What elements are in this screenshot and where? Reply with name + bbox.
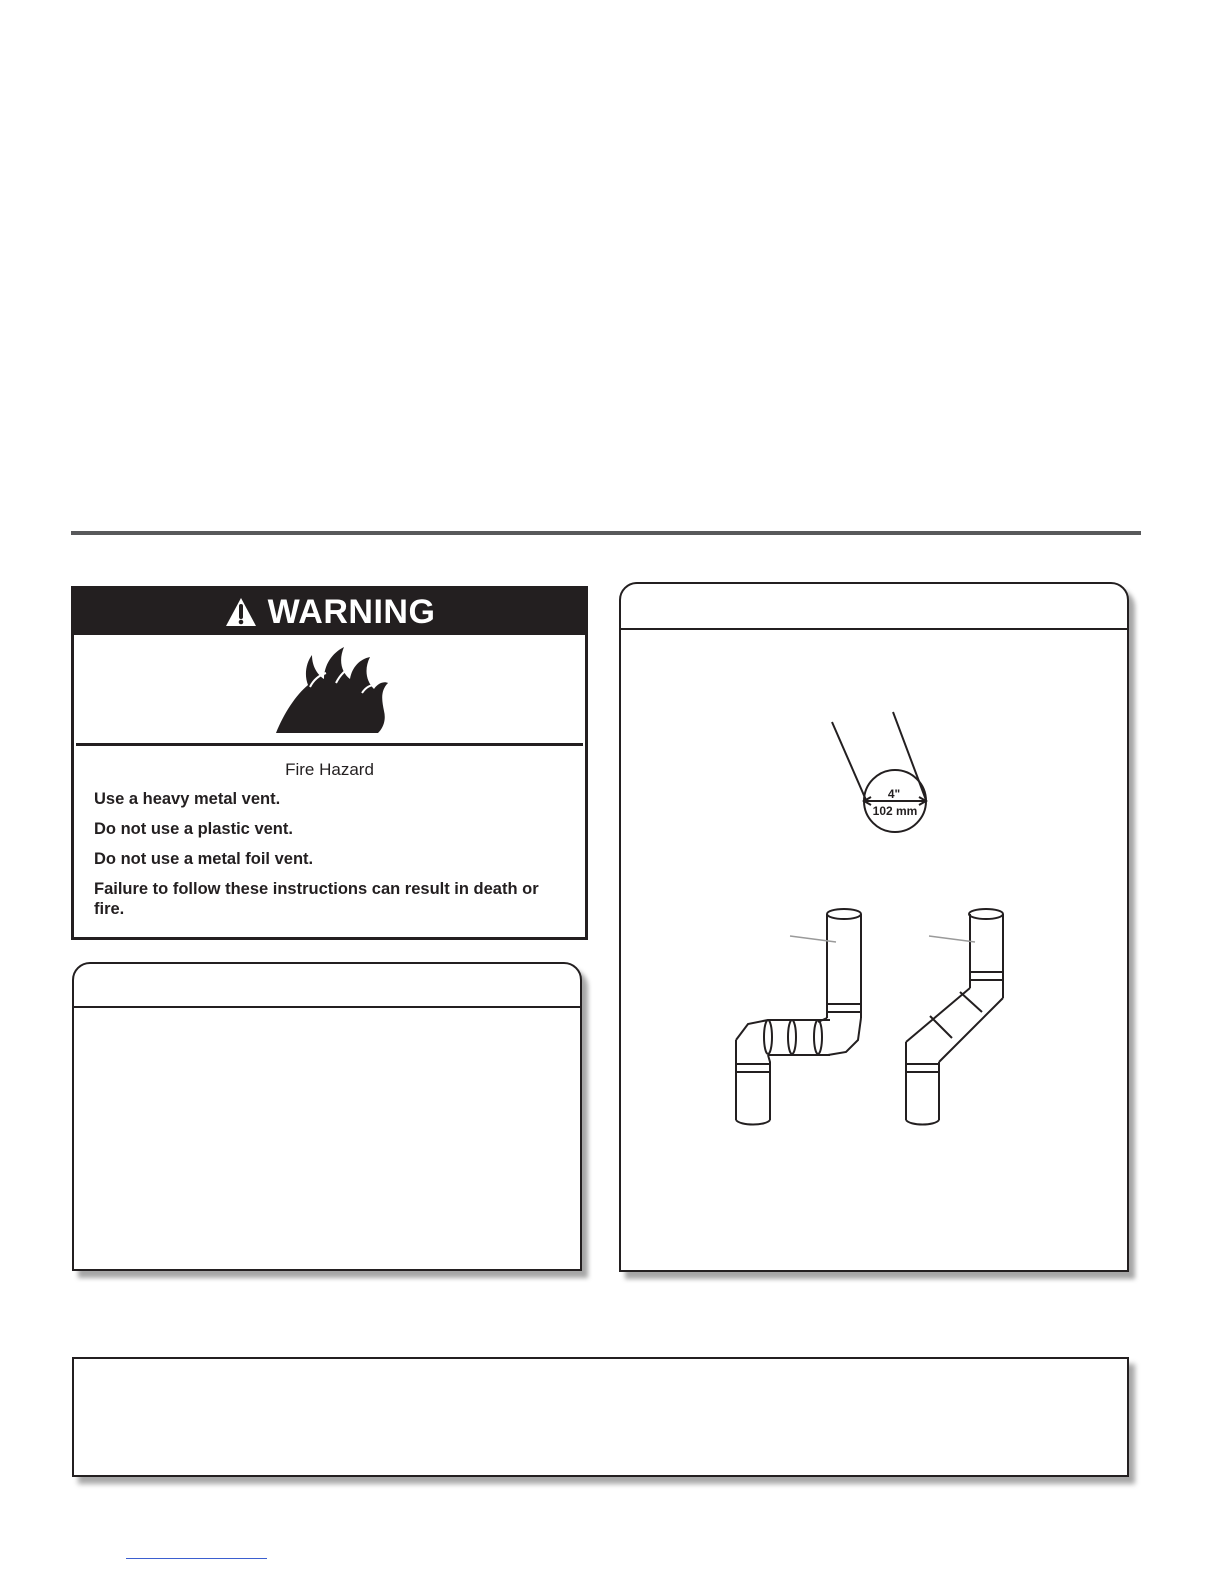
warning-line: Use a heavy metal vent.: [94, 790, 281, 808]
warning-title: WARNING: [267, 592, 436, 631]
warning-line: Failure to follow these instructions can result in death or fire.: [94, 880, 539, 918]
warning-line: Do not use a plastic vent.: [94, 820, 293, 838]
warning-line: Do not use a metal foil vent.: [94, 850, 314, 868]
bottom-info-panel: [72, 1357, 1129, 1477]
diameter-inches: 4": [887, 787, 901, 801]
diameter-mm: 102 mm: [872, 804, 918, 818]
footer-link-underline[interactable]: [126, 1558, 267, 1559]
hazard-title: Fire Hazard: [285, 760, 374, 779]
